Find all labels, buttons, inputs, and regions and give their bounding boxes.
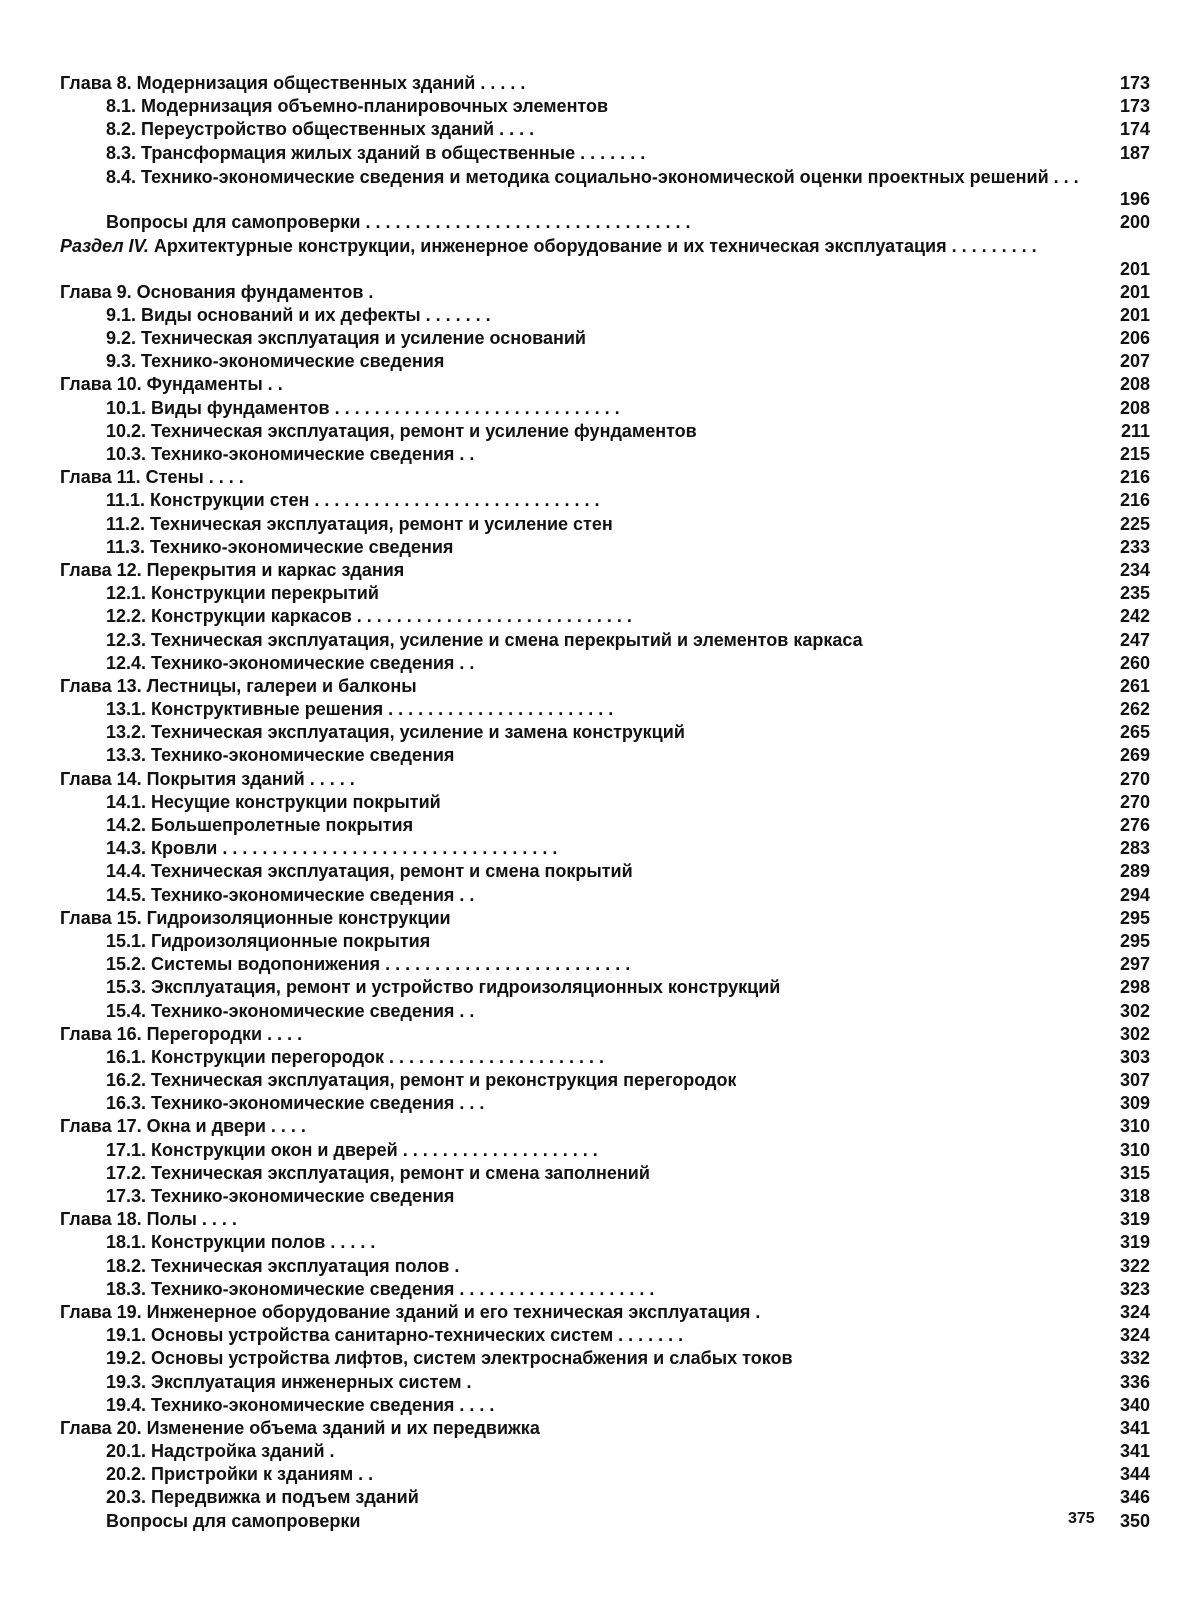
toc-entry-title: 14.3. Кровли . . . . . . . . . . . . . . . . . . . . . . . . . . . . . . . . . . — [106, 838, 558, 859]
toc-entry-title: 12.1. Конструкции перекрытий — [106, 583, 379, 604]
toc-entry-title: 17.3. Технико-экономические сведения — [106, 1186, 455, 1207]
toc-entry-page: 323 — [1119, 1278, 1150, 1299]
toc-entry-page: 346 — [1119, 1487, 1150, 1508]
toc-section-row — [60, 420, 1150, 443]
toc-chapter-row — [60, 1208, 1150, 1231]
toc-entry-page: 201 — [1119, 304, 1150, 325]
toc-entry-title: Глава 20. Изменение объема зданий и их передвижка — [60, 1417, 540, 1438]
toc-entry-title: Глава 12. Перекрытия и каркас здания — [60, 559, 405, 580]
toc-entry-page: 233 — [1119, 536, 1150, 557]
toc-entry-page: 295 — [1119, 907, 1150, 928]
toc-section-row — [60, 976, 1150, 999]
toc-entry-page: 235 — [1119, 583, 1150, 604]
toc-entry-page: 315 — [1119, 1162, 1150, 1183]
toc-section-row — [60, 605, 1150, 628]
toc-entry-title: 16.2. Техническая эксплуатация, ремонт и реконструкция перегородок — [106, 1070, 737, 1091]
toc-entry-page: 341 — [1119, 1417, 1150, 1438]
toc-entry-page: 262 — [1119, 699, 1150, 720]
toc-section-row — [60, 744, 1150, 767]
toc-section-row — [60, 582, 1150, 605]
toc-entry-page: 302 — [1119, 1000, 1150, 1021]
toc-entry-page: 270 — [1119, 768, 1150, 789]
toc-section-row — [60, 1440, 1150, 1463]
toc-entry-title: 19.1. Основы устройства санитарно-технических систем . . . . . . . — [106, 1325, 684, 1346]
toc-entry-page: 319 — [1119, 1232, 1150, 1253]
toc-entry-title: Глава 10. Фундаменты . . — [60, 374, 283, 395]
toc-section-row — [60, 211, 1150, 234]
toc-entry-title: 8.1. Модернизация объемно-планировочных элементов — [106, 96, 609, 117]
toc-entry-title: 15.2. Системы водопонижения . . . . . . . . . . . . . . . . . . . . . . . . . — [106, 954, 631, 975]
toc-entry-page: 225 — [1119, 513, 1150, 534]
toc-entry-title: 11.3. Технико-экономические сведения — [106, 536, 454, 557]
toc-entry-page: 336 — [1119, 1371, 1150, 1392]
toc-entry-title: 9.3. Технико-экономические сведения — [106, 351, 445, 372]
toc-entry-page: 242 — [1119, 606, 1150, 627]
toc-entry-title: Глава 16. Перегородки . . . . — [60, 1023, 303, 1044]
toc-entry-title: 14.1. Несущие конструкции покрытий — [106, 791, 441, 812]
toc-entry-title: 16.1. Конструкции перегородок . . . . . . . . . . . . . . . . . . . . . . — [106, 1046, 605, 1067]
toc-entry-page: 295 — [1119, 930, 1150, 951]
toc-entry-page: 270 — [1119, 791, 1150, 812]
toc-section-row — [60, 1069, 1150, 1092]
toc-entry-title: 18.3. Технико-экономические сведения . . . . . . . . . . . . . . . . . . . . — [106, 1278, 655, 1299]
toc-chapter-row — [60, 1023, 1150, 1046]
toc-chapter-row — [60, 907, 1150, 930]
toc-entry-title: 12.4. Технико-экономические сведения . . — [106, 652, 475, 673]
toc-entry-title: 19.4. Технико-экономические сведения . . . . — [106, 1394, 495, 1415]
toc-entry-page: 294 — [1119, 884, 1150, 905]
toc-section-row — [60, 837, 1150, 860]
toc-entry-title: 11.1. Конструкции стен . . . . . . . . . . . . . . . . . . . . . . . . . . . . . — [106, 490, 600, 511]
toc-section-row — [60, 513, 1150, 536]
toc-section-row — [60, 1278, 1150, 1301]
toc-section-row — [60, 350, 1150, 373]
toc-entry-title: Глава 14. Покрытия зданий . . . . . — [60, 768, 355, 789]
toc-section-row — [60, 1324, 1150, 1347]
toc-entry-title: 12.2. Конструкции каркасов . . . . . . . . . . . . . . . . . . . . . . . . . . . . — [106, 606, 632, 627]
toc-entry-page: 302 — [1119, 1023, 1150, 1044]
toc-section-row — [60, 443, 1150, 466]
toc-section-row — [60, 95, 1150, 118]
toc-entry-page: 276 — [1119, 815, 1150, 836]
toc-section-row — [60, 1486, 1150, 1509]
toc-chapter-row — [60, 768, 1150, 791]
toc-entry-page: 350 — [1119, 1510, 1150, 1531]
toc-entry-title: 10.1. Виды фундаментов . . . . . . . . . . . . . . . . . . . . . . . . . . . . . — [106, 397, 620, 418]
toc-section-row — [60, 1162, 1150, 1185]
toc-section-row — [60, 304, 1150, 327]
toc-section-row — [60, 1000, 1150, 1023]
toc-section-row — [60, 1371, 1150, 1394]
toc-section-row — [60, 397, 1150, 420]
toc-section-row — [60, 536, 1150, 559]
toc-entry-page: 200 — [1119, 212, 1150, 233]
toc-entry-title: 8.2. Переустройство общественных зданий . . . . — [106, 119, 535, 140]
toc-section-row — [60, 860, 1150, 883]
toc-entry-title: Раздел IV. Архитектурные конструкции, инженерное оборудование и их техническая эксплуатация . . . . . . . . . — [60, 236, 1037, 257]
toc-entry-page: 174 — [1119, 119, 1150, 140]
toc-entry-title: Глава 15. Гидроизоляционные конструкции — [60, 907, 451, 928]
toc-section-row — [60, 1255, 1150, 1278]
toc-entry-page: 303 — [1119, 1046, 1150, 1067]
toc-entry-page: 196 — [1119, 188, 1150, 209]
toc-entry-page: 344 — [1119, 1464, 1150, 1485]
toc-entry-page: 324 — [1119, 1325, 1150, 1346]
toc-entry-title: Глава 19. Инженерное оборудование зданий и его техническая эксплуатация . — [60, 1301, 761, 1322]
toc-entry-page: 283 — [1119, 838, 1150, 859]
toc-section-row — [60, 327, 1150, 350]
toc-entry-title: 10.3. Технико-экономические сведения . . — [106, 444, 475, 465]
toc-entry-page: 265 — [1119, 722, 1150, 743]
toc-entry-title: 18.2. Техническая эксплуатация полов . — [106, 1255, 460, 1276]
toc-entry-title: Глава 13. Лестницы, галереи и балконы — [60, 675, 417, 696]
toc-entry-title: 14.5. Технико-экономические сведения . . — [106, 884, 475, 905]
toc-entry-page: 215 — [1119, 444, 1150, 465]
toc-entry-title: Вопросы для самопроверки . . . . . . . . . . . . . . . . . . . . . . . . . . . . . . . . . — [106, 212, 691, 233]
toc-entry-page: 318 — [1119, 1186, 1150, 1207]
toc-section-row — [60, 1347, 1150, 1370]
toc-section-row — [60, 165, 1150, 211]
toc-chapter-row — [60, 72, 1150, 95]
toc-entry-page: 324 — [1119, 1301, 1150, 1322]
toc-section-row — [60, 953, 1150, 976]
toc-entry-title: 17.1. Конструкции окон и дверей . . . . . . . . . . . . . . . . . . . . — [106, 1139, 598, 1160]
toc-section-row — [60, 629, 1150, 652]
toc-section-row — [60, 1510, 1150, 1533]
toc-entry-title: 20.3. Передвижка и подъем зданий — [106, 1487, 419, 1508]
toc-chapter-row — [60, 466, 1150, 489]
toc-entry-page: 309 — [1119, 1093, 1150, 1114]
toc-section-row — [60, 142, 1150, 165]
toc-entry-title: 15.4. Технико-экономические сведения . . — [106, 1000, 475, 1021]
toc-entry-title: 20.1. Надстройка зданий . — [106, 1441, 335, 1462]
toc-entry-page: 261 — [1119, 675, 1150, 696]
toc-entry-title: 12.3. Техническая эксплуатация, усиление и смена перекрытий и элементов каркаса — [106, 629, 863, 650]
toc-section-row — [60, 721, 1150, 744]
page-number: 375 — [1068, 1510, 1095, 1527]
toc-section-row — [60, 1092, 1150, 1115]
toc-entry-page: 260 — [1119, 652, 1150, 673]
toc-entry-page: 187 — [1119, 142, 1150, 163]
toc-section-row — [60, 1046, 1150, 1069]
toc-entry-title: 11.2. Техническая эксплуатация, ремонт и усиление стен — [106, 513, 613, 534]
toc-entry-page: 310 — [1119, 1116, 1150, 1137]
toc-entry-page: 208 — [1119, 374, 1150, 395]
toc-entry-page: 319 — [1119, 1209, 1150, 1230]
toc-chapter-row — [60, 1417, 1150, 1440]
toc-section-row — [60, 884, 1150, 907]
toc-entry-page: 216 — [1119, 467, 1150, 488]
toc-entry-title: 15.3. Эксплуатация, ремонт и устройство гидроизоляционных конструкций — [106, 977, 781, 998]
toc-chapter-row — [60, 281, 1150, 304]
toc-entry-title: 15.1. Гидроизоляционные покрытия — [106, 930, 431, 951]
toc-chapter-row — [60, 234, 1150, 280]
toc-entry-title: 8.4. Технико-экономические сведения и методика социально-экономической оценки проектных решений . . . — [106, 166, 1079, 187]
toc-entry-title: 8.3. Трансформация жилых зданий в общественные . . . . . . . — [106, 142, 646, 163]
toc-entry-page: 310 — [1119, 1139, 1150, 1160]
toc-entry-title: Глава 18. Полы . . . . — [60, 1209, 237, 1230]
toc-entry-title: 10.2. Техническая эксплуатация, ремонт и усиление фундаментов — [106, 420, 697, 441]
toc-entry-title: 14.2. Большепролетные покрытия — [106, 815, 414, 836]
toc-entry-title: 19.3. Эксплуатация инженерных систем . — [106, 1371, 472, 1392]
toc-section-row — [60, 1231, 1150, 1254]
toc-section-row — [60, 930, 1150, 953]
toc-section-row — [60, 489, 1150, 512]
toc-entry-title: Вопросы для самопроверки — [106, 1510, 361, 1531]
toc-entry-title: 13.2. Техническая эксплуатация, усиление и замена конструкций — [106, 722, 685, 743]
toc-entry-page: 201 — [1119, 281, 1150, 302]
toc-entry-page: 208 — [1119, 397, 1150, 418]
toc-entry-page: 341 — [1119, 1441, 1150, 1462]
toc-entry-title: 13.3. Технико-экономические сведения — [106, 745, 455, 766]
toc-entry-title: 14.4. Техническая эксплуатация, ремонт и смена покрытий — [106, 861, 633, 882]
toc-entry-page: 322 — [1119, 1255, 1150, 1276]
toc-entry-title: Глава 17. Окна и двери . . . . — [60, 1116, 306, 1137]
toc-entry-page: 297 — [1119, 954, 1150, 975]
toc-section-row — [60, 698, 1150, 721]
table-of-contents — [60, 72, 1150, 1533]
toc-section-row — [60, 791, 1150, 814]
toc-entry-title: 17.2. Техническая эксплуатация, ремонт и смена заполнений — [106, 1162, 650, 1183]
section-lead: Раздел IV. — [60, 236, 149, 257]
toc-entry-page: 340 — [1119, 1394, 1150, 1415]
toc-section-row — [60, 1139, 1150, 1162]
toc-entry-page: 269 — [1119, 745, 1150, 766]
toc-section-row — [60, 814, 1150, 837]
toc-section-row — [60, 652, 1150, 675]
toc-entry-page: 211 — [1120, 420, 1150, 441]
toc-entry-title: Глава 9. Основания фундаментов . — [60, 281, 374, 302]
toc-entry-title: 9.1. Виды оснований и их дефекты . . . . . . . — [106, 304, 491, 325]
toc-chapter-row — [60, 373, 1150, 396]
toc-entry-page: 234 — [1119, 559, 1150, 580]
toc-section-row — [60, 1463, 1150, 1486]
toc-entry-page: 173 — [1119, 72, 1150, 93]
toc-entry-title: 9.2. Техническая эксплуатация и усиление оснований — [106, 328, 586, 349]
toc-chapter-row — [60, 559, 1150, 582]
toc-entry-title: 13.1. Конструктивные решения . . . . . . . . . . . . . . . . . . . . . . . — [106, 699, 614, 720]
toc-chapter-row — [60, 1115, 1150, 1138]
toc-entry-page: 289 — [1119, 861, 1150, 882]
toc-entry-title: Глава 11. Стены . . . . — [60, 467, 244, 488]
toc-entry-title: 16.3. Технико-экономические сведения . . . — [106, 1093, 485, 1114]
toc-entry-page: 206 — [1119, 328, 1150, 349]
toc-entry-title: 18.1. Конструкции полов . . . . . — [106, 1232, 376, 1253]
toc-entry-page: 298 — [1119, 977, 1150, 998]
toc-entry-page: 247 — [1119, 629, 1150, 650]
toc-section-row — [60, 118, 1150, 141]
toc-chapter-row — [60, 675, 1150, 698]
toc-entry-title: 20.2. Пристройки к зданиям . . — [106, 1464, 374, 1485]
toc-entry-page: 332 — [1119, 1348, 1150, 1369]
toc-entry-page: 201 — [1119, 258, 1150, 279]
toc-section-row — [60, 1185, 1150, 1208]
toc-entry-page: 216 — [1119, 490, 1150, 511]
toc-entry-title: Глава 8. Модернизация общественных зданий . . . . . — [60, 73, 526, 93]
toc-section-row — [60, 1394, 1150, 1417]
toc-entry-page: 207 — [1119, 351, 1150, 372]
toc-entry-page: 173 — [1119, 96, 1150, 117]
toc-entry-title: 19.2. Основы устройства лифтов, систем электроснабжения и слабых токов — [106, 1348, 793, 1369]
toc-chapter-row — [60, 1301, 1150, 1324]
toc-entry-page: 307 — [1119, 1070, 1150, 1091]
